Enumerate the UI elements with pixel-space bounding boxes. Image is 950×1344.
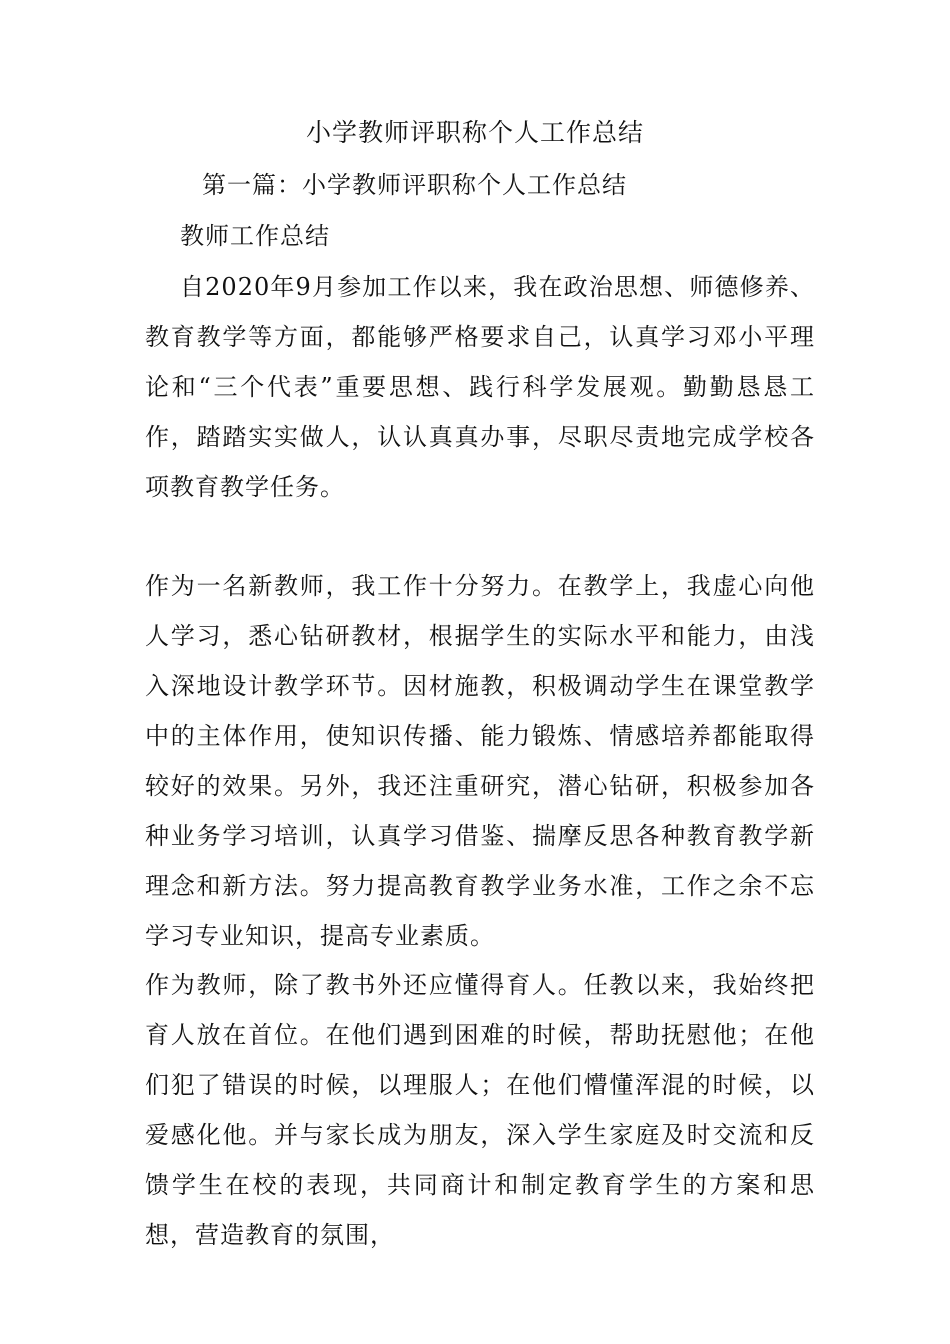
document-subtitle: 第一篇：小学教师评职称个人工作总结 — [202, 171, 627, 199]
document-title: 小学教师评职称个人工作总结 — [305, 118, 644, 147]
paragraph-3: 作为教师，除了教书外还应懂得育人。任教以来，我始终把育人放在首位。在他们遇到困难的时候，帮助抚慰他；在他们犯了错误的时候，以理服人；在他们懵懂浑混的时候，以爱感化他。并与家长成为朋友，深入学生家庭及时交流和反馈学生在校的表现，共同商计和制定教育学生的方案和思想，营造教育的氛围， — [145, 971, 815, 1249]
paragraph-2: 作为一名新教师，我工作十分努力。在教学上，我虚心向他人学习，悉心钻研教材，根据学生的实际水平和能力，由浅入深地设计教学环节。因材施教，积极调动学生在课堂教学中的主体作用，使知识传播、能力锻炼、情感培养都能取得较好的效果。另外，我还注重研究，潜心钻研，积极参加各种业务学习培训，认真学习借鉴、揣摩反思各种教育教学新理念和新方法。努力提高教育教学业务水准，工作之余不忘学习专业知识，提高专业素质。 — [145, 572, 815, 950]
section-heading: 教师工作总结 — [180, 222, 330, 250]
paragraph-1: 自2020年9月参加工作以来，我在政治思想、师德修养、教育教学等方面，都能够严格要求自己，认真学习邓小平理论和“三个代表”重要思想、践行科学发展观。勤勤恳恳工作，踏踏实实做人，认认真真办事，尽职尽责地完成学校各项教育教学任务。 — [145, 273, 815, 501]
